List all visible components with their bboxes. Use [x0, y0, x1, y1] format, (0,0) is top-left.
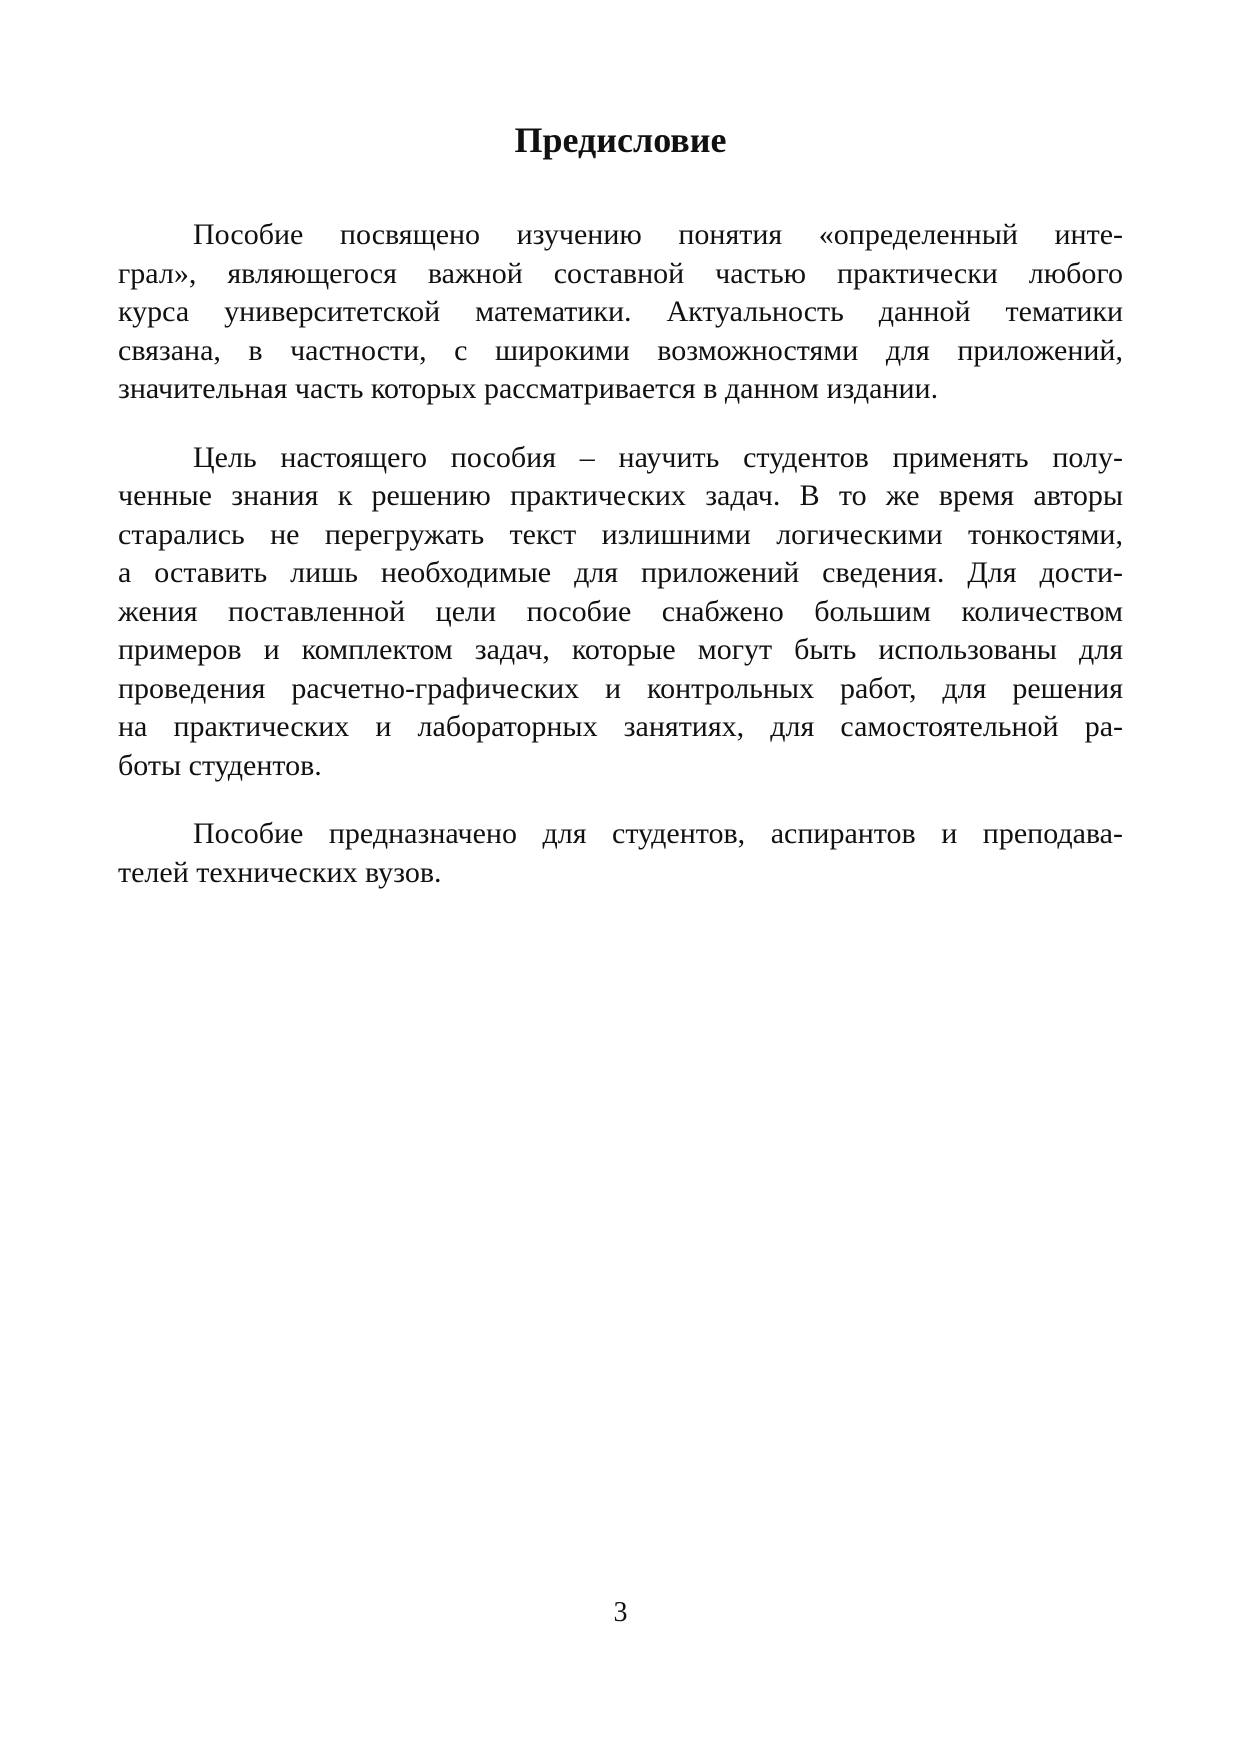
text-line: боты студентов. — [118, 748, 322, 782]
text-line: ченные знания к решению практических задач. В то же время авторы — [118, 479, 1123, 512]
text-line: Цель настоящего пособия – научить студентов применять полу- — [193, 440, 1123, 474]
text-line: значительная часть которых рассматривается в данном издании. — [118, 372, 939, 405]
paragraph-1 — [118, 216, 1123, 409]
text-line: на практических и лабораторных занятиях, для самостоятельной ра- — [118, 710, 1123, 743]
text-line: примеров и комплектом задач, которые могут быть использованы для — [118, 633, 1123, 666]
text-line: связана, в частности, с широкими возможностями для приложений, — [118, 333, 1123, 367]
text-line: Пособие предназначено для студентов, аспирантов и преподава- — [193, 817, 1123, 850]
text-line: проведения расчетно-графических и контрольных работ, для решения — [118, 671, 1123, 705]
text-line: старались не перегружать текст излишними логическими тонкостями, — [118, 517, 1123, 551]
text-line: курса университетской математики. Актуальность данной тематики — [118, 295, 1123, 328]
text-line: Пособие посвящено изучению понятия «определенный инте- — [193, 218, 1123, 251]
text-line: жения поставленной цели пособие снабжено большим количеством — [118, 594, 1123, 628]
page-number: 3 — [613, 1597, 628, 1628]
page-title: Предисловие — [514, 120, 727, 160]
paragraph-2 — [118, 439, 1123, 786]
text-line: грал», являющегося важной составной частью практически любого — [118, 256, 1123, 290]
text-line: а оставить лишь необходимые для приложений сведения. Для дости- — [118, 556, 1123, 589]
text-line: телей технических вузов. — [118, 855, 442, 889]
paragraph-3 — [118, 815, 1123, 892]
body-text — [118, 216, 1123, 922]
